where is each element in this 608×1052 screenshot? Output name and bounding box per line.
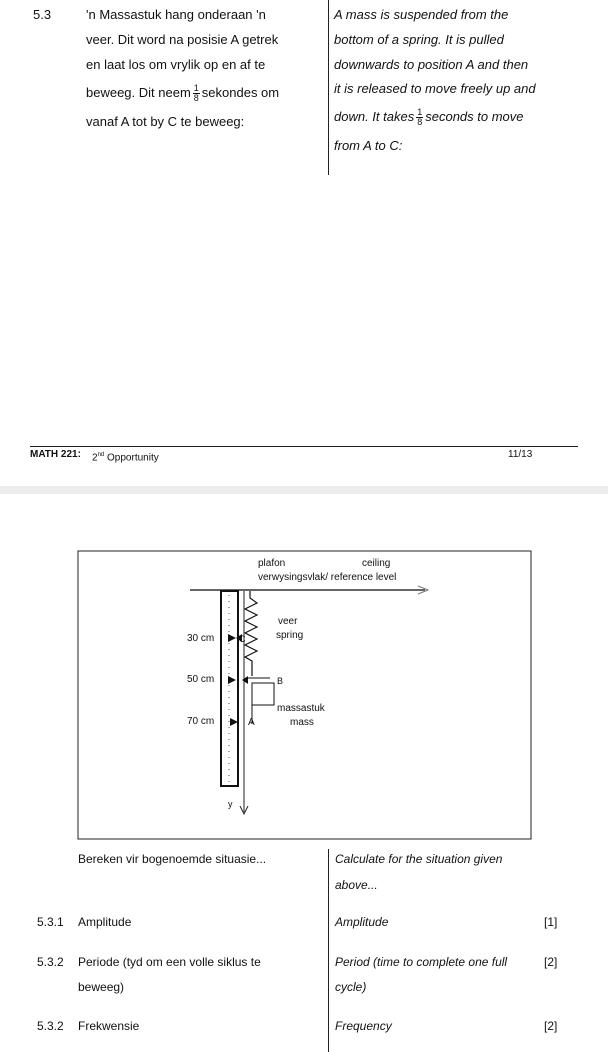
footer-opportunity-number: 2	[92, 452, 98, 464]
af-line-1: 'n Massastuk hang onderaan 'n	[86, 7, 266, 22]
label-mass-af: massastuk	[277, 703, 325, 714]
en-line-4: it is released to move freely up and	[334, 81, 536, 96]
en-line-3: downwards to position A and then	[334, 57, 529, 72]
label-50cm: 50 cm	[187, 674, 215, 685]
fraction-numerator: 1	[417, 107, 423, 117]
item-1-af: Amplitude	[78, 915, 132, 929]
fraction-denominator: 8	[193, 93, 199, 103]
label-70cm: 70 cm	[187, 716, 215, 727]
label-30cm: 30 cm	[187, 633, 215, 644]
label-mass-en: mass	[290, 717, 314, 728]
label-reference: verwysingsvlak/ reference level	[258, 572, 397, 583]
item-3-af: Frekwensie	[78, 1019, 140, 1033]
item-3-en: Frequency	[335, 1019, 392, 1033]
ruler	[221, 591, 238, 786]
af-line-2: veer. Dit word na posisie A getrek	[86, 32, 279, 47]
af-line-4-tail: sekondes om	[201, 84, 280, 100]
item-2-mark: [2]	[544, 955, 558, 969]
intro-en-2: above...	[335, 878, 378, 892]
en-line-6: from A to C:	[334, 138, 403, 153]
fraction-denominator: 8	[417, 117, 423, 127]
af-line-5: vanaf A tot by C te beweeg:	[86, 114, 245, 129]
page-number: 11/13	[508, 449, 533, 460]
label-ceiling-en: ceiling	[362, 558, 391, 569]
label-ceiling-af: plafon	[258, 558, 286, 569]
en-line-5-text: down. It takes	[334, 108, 415, 124]
diagram-border	[78, 551, 531, 839]
intro-af: Bereken vir bogenoemde situasie...	[78, 852, 267, 866]
label-spring-en: spring	[276, 630, 304, 641]
label-y-axis: y	[228, 799, 233, 809]
item-2-en-2: cycle)	[335, 980, 367, 994]
label-point-a: A	[248, 717, 255, 728]
item-2-af-2: beweeg)	[78, 980, 125, 994]
mass-box	[252, 683, 274, 705]
item-1-mark: [1]	[544, 915, 558, 929]
item-2-af-1: Periode (tyd om een volle siklus te	[78, 955, 261, 969]
column-divider-bottom	[328, 849, 329, 1052]
label-point-b: B	[277, 676, 284, 686]
af-line-4-text: beweeg. Dit neem	[86, 84, 191, 100]
item-2-en-1: Period (time to complete one full	[335, 955, 508, 969]
en-line-2: bottom of a spring. It is pulled	[334, 32, 504, 47]
item-1-en: Amplitude	[335, 915, 389, 929]
label-point-c: C	[239, 634, 246, 644]
question-number: 5.3	[33, 7, 52, 22]
item-3-number: 5.3.2	[37, 1019, 64, 1033]
label-spring-af: veer	[278, 616, 298, 627]
footer-opportunity-suffix: nd	[97, 452, 105, 458]
fraction-numerator: 1	[193, 83, 199, 93]
en-line-5-tail: seconds to move	[425, 108, 524, 124]
item-1-number: 5.3.1	[37, 915, 64, 929]
item-3-mark: [2]	[544, 1019, 558, 1033]
footer-course: MATH 221:	[30, 449, 81, 460]
item-2-number: 5.3.2	[37, 955, 64, 969]
en-line-1: A mass is suspended from the	[334, 7, 509, 22]
footer-opportunity-text: Opportunity	[107, 452, 159, 464]
af-line-3: en laat los om vrylik op en af te	[86, 57, 266, 72]
intro-en-1: Calculate for the situation given	[335, 852, 503, 866]
